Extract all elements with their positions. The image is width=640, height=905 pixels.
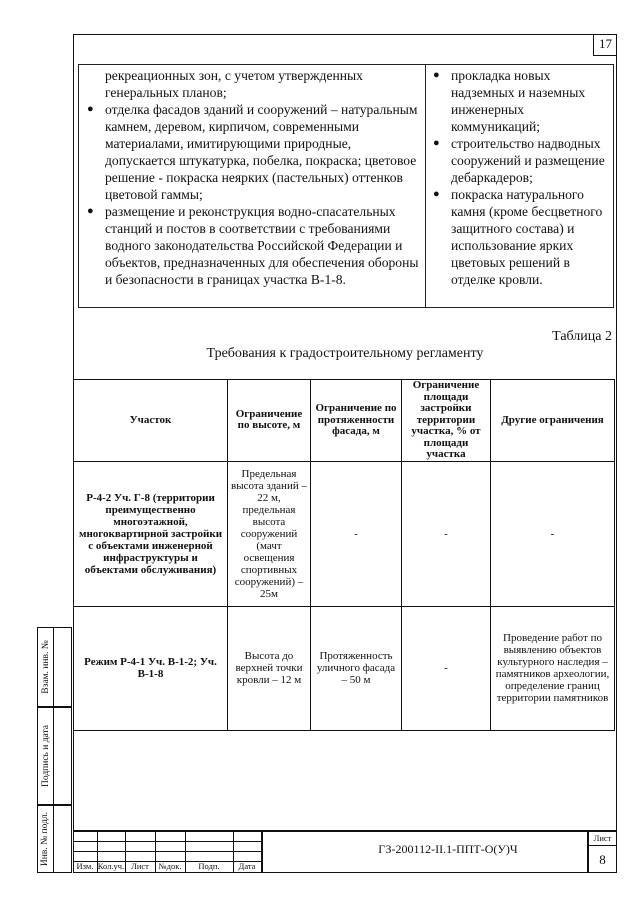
document-code: ГЗ-200112-II.1-ППТ-О(У)Ч <box>378 842 518 856</box>
header-area: Участок <box>74 380 228 462</box>
col-label-date: Дата <box>238 861 256 871</box>
col-label-sheet: Лист <box>131 861 149 871</box>
bullet-icon: ● <box>433 69 440 81</box>
left-paragraph-2: ● отделка фасадов зданий и сооружений – натуральным камнем, деревом, кирпичом, современными материалами, имитирующими природные, допускается штукатурка, побелка, покраска; цветовое решение - покраска неярких (пастельных) оттенков цветовой гаммы; <box>87 102 418 202</box>
header-height: Ограничение по высоте, м <box>228 380 311 462</box>
page-number: 17 <box>593 34 617 56</box>
col-label-qty: Кол.уч. <box>97 861 125 871</box>
cell-coverage: - <box>402 461 491 606</box>
cell-height: Предельная высота зданий – 22 м, предельная высота сооружений (мачт освещения спортивных сооружений) – 25м <box>228 461 311 606</box>
cell-facade: - <box>311 461 402 606</box>
cell-area: Режим Р-4-1 Уч. В-1-2; Уч. В-1-8 <box>74 606 228 730</box>
left-paragraph-1: рекреационных зон, с учетом утвержденных генеральных планов; <box>105 68 363 100</box>
col-label-change: Изм. <box>76 861 94 871</box>
side-stamp-signature-date: Подпись и дата <box>37 707 72 805</box>
sheet-label: Лист <box>593 833 612 843</box>
table-row <box>74 606 615 730</box>
table-row <box>74 461 615 606</box>
bullet-icon: ● <box>87 205 94 217</box>
cell-height: Высота до верхней точки кровли – 12 м <box>228 606 311 730</box>
left-paragraph-3: ● размещение и реконструкция водно-спасательных станций и постов в соответствии с требованиями водного законодательства Российской Федерации и объектов, предназначенных для обеспечения обороны и безопасности в границах участка В-1-8. <box>87 204 419 287</box>
cell-other: Проведение работ по выявлению объектов культурного наследия – памятников археологии, определение границ территории памятников <box>491 606 615 730</box>
header-coverage: Ограничение площади застройки территории участка, % от площади участка <box>402 380 491 462</box>
header-facade: Ограничение по протяженности фасада, м <box>311 380 402 462</box>
right-paragraph-2: ● строительство надводных сооружений и размещение дебаркадеров; <box>433 136 605 185</box>
column-divider <box>425 65 426 307</box>
bullet-icon: ● <box>433 188 440 200</box>
regulation-table <box>73 379 615 731</box>
side-stamp-original-inv: Инв. № подл. <box>37 805 72 873</box>
sheet-number: 8 <box>599 852 606 867</box>
right-paragraph-3: ● покраска натурального камня (кроме бесцветного защитного состава) и использование ярких цветовых решений в отделке кровли. <box>433 187 603 287</box>
col-label-docnum: №док. <box>158 861 182 871</box>
table-header-row <box>74 380 615 462</box>
side-stamp-replaced-inv: Взам. инв. № <box>37 627 72 707</box>
cell-other: - <box>491 461 615 606</box>
header-other: Другие ограничения <box>491 380 615 462</box>
col-label-sign: Подп. <box>198 861 220 871</box>
table-title: Требования к градостроительному регламенту <box>206 346 484 361</box>
cell-coverage: - <box>402 606 491 730</box>
bullet-icon: ● <box>433 137 440 149</box>
restrictions-text-block <box>78 64 614 308</box>
title-block <box>73 830 617 873</box>
bullet-icon: ● <box>87 103 94 115</box>
right-column <box>431 67 611 288</box>
right-paragraph-1: ● прокладка новых надземных и наземных инженерных коммуникаций; <box>433 68 586 134</box>
left-column <box>85 67 421 288</box>
table-number: Таблица 2 <box>552 329 612 344</box>
cell-area: Р-4-2 Уч. Г-8 (территории преимущественно многоэтажной, многоквартирной застройки с объектами инженерной инфраструктуры и объектами обслуживания) <box>74 461 228 606</box>
cell-facade: Протяженность уличного фасада – 50 м <box>311 606 402 730</box>
